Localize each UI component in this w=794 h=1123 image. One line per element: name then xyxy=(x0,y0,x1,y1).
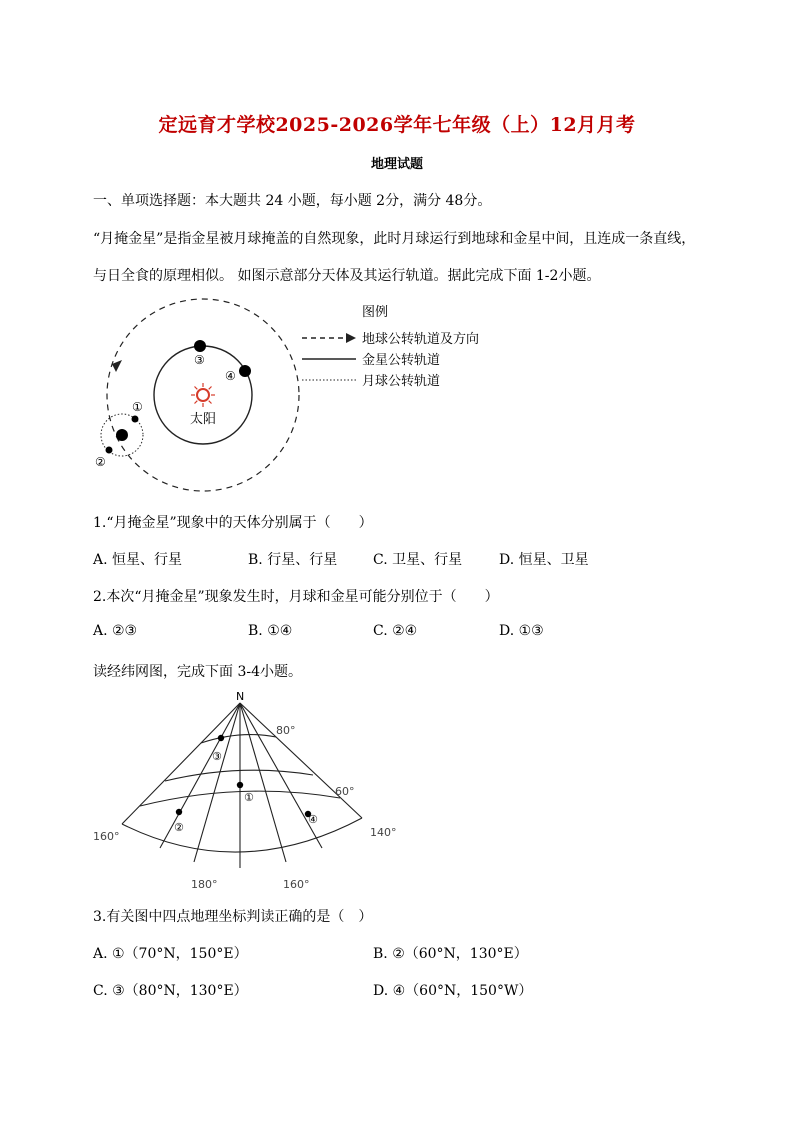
point-1 xyxy=(237,782,243,788)
sun-label: 太阳 xyxy=(190,412,217,427)
earth xyxy=(116,429,128,441)
earth-orbit xyxy=(107,299,299,491)
q1-option-a[interactable]: A. 恒星、行星 xyxy=(93,552,183,568)
lat60-label: 60° xyxy=(335,785,355,798)
north-label: N xyxy=(236,690,245,703)
legend-venus: 金星公转轨道 xyxy=(362,353,441,368)
q1-stem: 1.“月掩金星”现象中的天体分别属于（ ） xyxy=(93,515,373,531)
intro-line-2: 与日全食的原理相似。 如图示意部分天体及其运行轨道。据此完成下面 1-2小题。 xyxy=(93,268,601,284)
point-1-label: ① xyxy=(244,791,254,804)
point-2 xyxy=(176,809,182,815)
point-4-label: ④ xyxy=(308,813,318,826)
q2-option-d[interactable]: D. ①③ xyxy=(499,623,544,639)
lon-right-label: 140° xyxy=(370,826,397,839)
sun-icon xyxy=(191,383,215,407)
legend-arrow-icon xyxy=(346,333,356,343)
q3-option-b[interactable]: B. ②（60°N，130°E） xyxy=(373,946,528,962)
lon-bottom2-label: 160° xyxy=(283,878,310,891)
q1-option-b[interactable]: B. 行星、行星 xyxy=(248,552,338,568)
intro-line-1: “月掩金星”是指金星被月球掩盖的自然现象，此时月球运行到地球和金星中间，且连成一条直线， xyxy=(93,231,696,247)
marker-2: ② xyxy=(95,455,106,469)
q3-stem: 3.有关图中四点地理坐标判读正确的是（ ） xyxy=(93,909,373,925)
point-3 xyxy=(218,735,224,741)
marker-1: ① xyxy=(132,400,143,414)
lat80-label: 80° xyxy=(276,724,296,737)
point-3-label: ③ xyxy=(212,750,222,763)
q1-option-d[interactable]: D. 恒星、卫星 xyxy=(499,552,589,568)
intro-2: 读经纬网图，完成下面 3-4小题。 xyxy=(93,664,302,680)
graticule-figure xyxy=(90,688,410,893)
q2-option-a[interactable]: A. ②③ xyxy=(93,623,138,639)
legend-title: 图例 xyxy=(362,305,389,320)
marker-3: ③ xyxy=(194,353,205,367)
q3-option-d[interactable]: D. ④（60°N，150°W） xyxy=(373,983,533,999)
q3-option-a[interactable]: A. ①（70°N，150°E） xyxy=(93,946,248,962)
marker-4: ④ xyxy=(225,369,236,383)
venus-4 xyxy=(239,365,251,377)
lon-left-label: 160° xyxy=(93,830,120,843)
q3-option-c[interactable]: C. ③（80°N，130°E） xyxy=(93,983,248,999)
q2-option-c[interactable]: C. ②④ xyxy=(373,623,418,639)
moon-2 xyxy=(106,447,113,454)
exam-subtitle: 地理试题 xyxy=(370,157,423,172)
q1-option-c[interactable]: C. 卫星、行星 xyxy=(373,552,463,568)
lon-bottom1-label: 180° xyxy=(191,878,218,891)
point-2-label: ② xyxy=(174,821,184,834)
exam-title: 定远育才学校2025-2026学年七年级（上）12月月考 xyxy=(158,114,636,136)
legend-earth: 地球公转轨道及方向 xyxy=(362,332,480,347)
legend-moon: 月球公转轨道 xyxy=(362,374,441,389)
moon-1 xyxy=(132,416,139,423)
q2-stem: 2.本次“月掩金星”现象发生时，月球和金星可能分别位于（ ） xyxy=(93,589,499,605)
venus-3 xyxy=(194,340,206,352)
q2-option-b[interactable]: B. ①④ xyxy=(248,623,293,639)
orbit-figure xyxy=(90,298,510,498)
section-heading: 一、单项选择题：本大题共 24 小题，每小题 2分，满分 48分。 xyxy=(93,193,492,209)
